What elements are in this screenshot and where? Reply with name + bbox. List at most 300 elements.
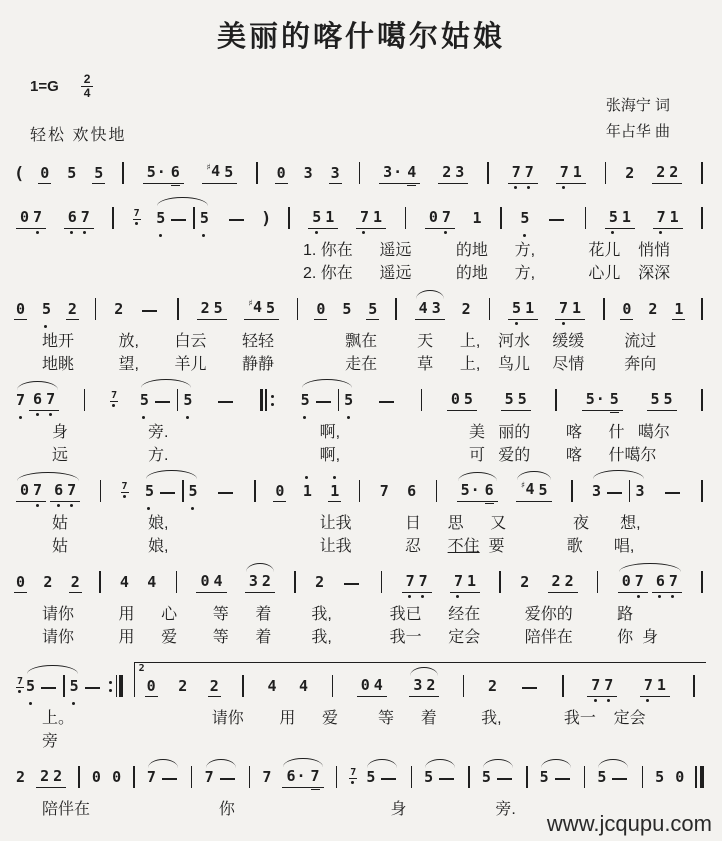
- slur: [243, 573, 277, 594]
- sheet-music-page: [0, 14, 722, 841]
- grace-note: 7: [133, 208, 141, 220]
- barline: [701, 389, 703, 411]
- octave-dot-below: [83, 231, 86, 234]
- lyric-text: 上。 请你 用 爱 等 着 我, 我一 定会: [42, 710, 646, 727]
- slur: [590, 480, 647, 502]
- lyrics-block: [42, 604, 714, 648]
- barline: [242, 675, 244, 697]
- note-group: [501, 391, 531, 412]
- duration-dash: [142, 310, 157, 312]
- final-barline: [695, 766, 704, 788]
- octave-dot-below: [44, 325, 47, 328]
- note-group: [415, 300, 445, 321]
- barline: [177, 298, 179, 320]
- note: 4: [267, 676, 277, 695]
- note-group: [197, 300, 227, 321]
- barline: [500, 207, 502, 229]
- barline: [395, 298, 397, 320]
- lyric-row: [42, 708, 714, 729]
- note: 2: [520, 572, 530, 591]
- lyric-text: 1. 你在 遥远 的地 方, 花儿 悄悄: [303, 242, 671, 259]
- repeat-thick-bar: [119, 675, 123, 697]
- note: 5: [650, 389, 660, 408]
- note-group: [379, 164, 420, 185]
- octave-dot-below: [19, 416, 22, 419]
- lyric-row: [52, 445, 714, 466]
- note: 6: [66, 209, 79, 227]
- note: 7: [602, 677, 615, 695]
- barline: [359, 162, 361, 184]
- note: 5: [154, 210, 167, 230]
- slur-arc: [206, 759, 236, 768]
- note: 3: [635, 481, 645, 500]
- lyric-text: 姑 娘, 让我 日 思 又 夜 想,: [52, 515, 641, 532]
- note: 1: [472, 208, 482, 227]
- duration-dash: [218, 492, 233, 494]
- note: 6: [31, 391, 44, 409]
- music-line: [8, 558, 714, 602]
- repeat-dot: [271, 395, 274, 398]
- note: 0: [450, 389, 460, 408]
- note: 5: [266, 298, 276, 317]
- slur-arc: [619, 563, 681, 572]
- note: 2: [43, 572, 53, 591]
- note: 3·: [383, 162, 403, 181]
- duration-dash: [439, 778, 454, 780]
- slur: [14, 482, 82, 503]
- repeat-dot: [271, 403, 274, 406]
- slur: [616, 573, 684, 594]
- duration-dash: [85, 687, 100, 689]
- slur-arc: [367, 759, 397, 768]
- octave-dot-below: [527, 186, 530, 189]
- note: 7: [31, 482, 44, 500]
- note: 5: [609, 389, 619, 408]
- barline: [249, 766, 251, 788]
- barline: [191, 766, 193, 788]
- key-signature: 1=G: [30, 77, 59, 95]
- lyric-text: 不住: [447, 538, 480, 555]
- note-group: [202, 163, 237, 184]
- repeat-thin-bar: [116, 675, 118, 697]
- note: 5: [143, 483, 156, 503]
- note: 4: [147, 572, 157, 591]
- octave-dot-below: [202, 234, 205, 237]
- barline: [701, 571, 703, 593]
- slur-arc: [302, 379, 353, 388]
- note: ♯4: [247, 298, 263, 317]
- repeat-dot: [109, 681, 112, 684]
- slur: [595, 769, 631, 789]
- note: 4: [373, 675, 383, 694]
- note: 2: [648, 299, 658, 318]
- octave-dot-below: [408, 595, 411, 598]
- barline: [597, 571, 599, 593]
- music-line: [8, 467, 714, 511]
- grace-note: 7: [16, 676, 24, 688]
- lyric-text: 地开 放, 白云 轻轻 飘在 天 上, 河水 缓缓 流过: [42, 333, 657, 350]
- barline: [176, 571, 178, 593]
- watermark: www.jcqupu.com: [546, 811, 712, 836]
- octave-dot-below: [611, 231, 614, 234]
- barline: [336, 766, 338, 788]
- lyric-row: [42, 354, 714, 375]
- octave-dot-below: [362, 231, 365, 234]
- lyric-row: [42, 627, 714, 648]
- note-group: [196, 573, 226, 594]
- octave-dot-above: [305, 476, 308, 479]
- sharp-icon: ♯: [205, 163, 212, 174]
- octave-dot-below: [36, 413, 39, 416]
- music-line: [8, 285, 714, 329]
- slur: [203, 769, 239, 789]
- note-group: [652, 164, 682, 185]
- slur-arc: [146, 470, 197, 479]
- note: 7: [589, 677, 602, 695]
- note: ♯4: [205, 162, 221, 181]
- note-group: [244, 299, 279, 320]
- slur: [407, 677, 441, 698]
- lyric-text: 陪伴在 你 身 旁.: [42, 801, 516, 818]
- lyric-text: 要 歌 唱,: [479, 538, 635, 555]
- note: 0: [91, 767, 101, 786]
- music-line: [8, 376, 714, 420]
- barline: [693, 675, 695, 697]
- slur-arc: [246, 563, 274, 572]
- note: 5: [424, 767, 434, 786]
- repeat-thick-bar: [260, 389, 264, 411]
- note: 3: [248, 571, 258, 590]
- note: 3: [329, 165, 342, 185]
- note-group: [447, 391, 477, 412]
- barline: [338, 389, 340, 411]
- note: 7: [523, 164, 536, 182]
- augmentation-dot: ·: [393, 162, 403, 181]
- grace-note: 7: [349, 767, 357, 779]
- barline: [526, 766, 528, 788]
- barline: [555, 389, 557, 411]
- slur: [154, 207, 211, 229]
- note: 2: [53, 766, 63, 785]
- note-group: [508, 300, 538, 321]
- slur-arc: [283, 758, 322, 767]
- note-group: [587, 677, 617, 698]
- lyric-row: [52, 513, 714, 534]
- note-group: [647, 391, 677, 412]
- note: 4: [119, 572, 129, 591]
- lyric-text: 姑 娘, 让我 忍: [52, 538, 448, 555]
- duration-dash: [612, 778, 627, 780]
- lyric-row: [42, 731, 714, 752]
- note: 7: [417, 573, 430, 591]
- octave-dot-below: [637, 595, 640, 598]
- barline: [254, 480, 256, 502]
- octave-dot-below: [515, 322, 518, 325]
- octave-dot-below: [29, 702, 32, 705]
- note: 5: [198, 210, 211, 230]
- barline: [701, 207, 703, 229]
- octave-dot-below: [594, 699, 597, 702]
- note: 4: [407, 162, 417, 181]
- lyric-row: [303, 240, 714, 261]
- octave-dot-below: [57, 504, 60, 507]
- note: 5: [213, 298, 223, 317]
- slur-arc: [410, 667, 438, 676]
- note-group: [64, 209, 94, 230]
- music-line: [8, 194, 714, 238]
- note: 5: [504, 389, 514, 408]
- note: 2: [625, 163, 635, 182]
- note: 5: [224, 162, 234, 181]
- barline: [411, 766, 413, 788]
- duration-dash: [344, 583, 359, 585]
- note: 2: [178, 676, 188, 695]
- slur: [480, 769, 516, 789]
- note: 1: [572, 298, 582, 317]
- note: 7: [31, 209, 44, 227]
- note: 7: [358, 209, 371, 227]
- duration-dash: [218, 401, 233, 403]
- note: 7: [642, 677, 655, 695]
- barline: [405, 207, 407, 229]
- note: 1: [672, 301, 685, 321]
- time-signature-top: 2: [81, 73, 94, 87]
- note: 0: [620, 301, 633, 321]
- note-group: [308, 209, 338, 230]
- duration-dash: [381, 778, 396, 780]
- note-group: [582, 391, 623, 412]
- repeat-dots: [109, 681, 112, 692]
- note: 0: [20, 207, 30, 226]
- note: 1: [621, 207, 631, 226]
- duration-dash: [160, 492, 175, 494]
- note: 7: [310, 766, 320, 785]
- slur: [280, 768, 325, 789]
- note: 1: [525, 298, 535, 317]
- octave-dot-below: [444, 231, 447, 234]
- repeat-end-sign: [107, 675, 123, 697]
- slur-arc: [458, 472, 497, 481]
- repeat-dots: [271, 395, 274, 406]
- barline: [99, 571, 101, 593]
- duration-dash: [379, 401, 394, 403]
- lyricist-credit: 张海宁 词: [605, 96, 670, 114]
- note: 5: [518, 210, 531, 230]
- note-group: [282, 768, 323, 789]
- lyric-text: 地眺 望, 羊儿 静静 走在 草 上, 鸟儿 尽情 奔向: [42, 356, 657, 373]
- lyric-text: 2. 你在 遥远 的地 方, 心儿 深深: [303, 265, 671, 282]
- barline: [642, 766, 644, 788]
- final-thin-bar: [695, 766, 697, 788]
- duration-dash: [41, 687, 56, 689]
- note: 1: [325, 207, 335, 226]
- note: 7: [557, 300, 570, 318]
- note: 2: [66, 301, 79, 321]
- note: 5: [310, 209, 323, 227]
- note: 5·: [146, 162, 166, 181]
- note: 7: [262, 767, 272, 786]
- note: 1: [572, 162, 582, 181]
- note: 5: [299, 392, 312, 412]
- slur-arc: [157, 197, 208, 206]
- octave-dot-below: [70, 231, 73, 234]
- barline: [381, 571, 383, 593]
- slur-arc: [483, 759, 513, 768]
- barline: [605, 162, 607, 184]
- lyric-row: [52, 422, 714, 443]
- note: 6: [170, 162, 180, 181]
- octave-dot-below: [147, 507, 150, 510]
- augmentation-dot: ·: [595, 389, 605, 408]
- note: 0: [360, 675, 370, 694]
- note: 7: [655, 209, 668, 227]
- slur: [364, 769, 400, 789]
- note-group: [653, 209, 683, 230]
- slur: [538, 769, 574, 789]
- octave-dot-below: [36, 504, 39, 507]
- note-group: [143, 164, 184, 185]
- octave-dot-below: [112, 404, 115, 407]
- barline: [584, 766, 586, 788]
- note-group: [450, 573, 480, 594]
- note-group: [402, 573, 432, 594]
- octave-dot-below: [671, 595, 674, 598]
- slur-arc: [593, 470, 644, 479]
- time-signature: [81, 73, 94, 99]
- barline: [701, 298, 703, 320]
- note: 5: [510, 300, 523, 318]
- slur-arc: [598, 759, 628, 768]
- lyric-text: 旁: [42, 733, 59, 750]
- repeat-thin-bar: [265, 389, 267, 411]
- note-group: [640, 677, 670, 698]
- lyrics-block: [52, 422, 714, 466]
- sharp-icon: ♯: [520, 481, 526, 492]
- barline: [487, 162, 489, 184]
- barline: [629, 480, 631, 502]
- note: 7: [633, 573, 646, 591]
- note: 0: [675, 767, 685, 786]
- slur: [24, 675, 81, 697]
- barline: [78, 766, 80, 788]
- note: 5: [181, 392, 194, 412]
- duration-dash: [522, 687, 537, 689]
- octave-dot-below: [646, 699, 649, 702]
- octave-dot-below: [123, 495, 126, 498]
- note: 7: [79, 209, 92, 227]
- slur-arc: [27, 665, 78, 674]
- slur-arc: [141, 379, 192, 388]
- barline: [701, 480, 703, 502]
- note: 6: [407, 481, 417, 500]
- lyric-row: [42, 331, 714, 352]
- note-group: [245, 573, 275, 594]
- duration-dash: [665, 492, 680, 494]
- note: 2: [69, 574, 82, 594]
- note: 5: [597, 767, 607, 786]
- note: 5: [463, 389, 473, 408]
- note: 7: [379, 481, 389, 500]
- note: 5: [366, 301, 379, 321]
- note: 4: [213, 571, 223, 590]
- composer-credit: 年占华 曲: [605, 122, 670, 140]
- note: 1: [669, 207, 679, 226]
- note: 0: [621, 571, 631, 590]
- note: 5: [342, 299, 352, 318]
- tempo-marking: 轻松 欢快地: [30, 127, 127, 144]
- octave-dot-below: [303, 416, 306, 419]
- note: 0: [428, 207, 438, 226]
- note: 7: [44, 391, 57, 409]
- octave-dot-below: [607, 699, 610, 702]
- note: 7: [65, 482, 78, 500]
- note-group: [438, 164, 468, 185]
- music-line: [8, 649, 714, 706]
- slur: [422, 769, 458, 789]
- note: 2: [208, 678, 221, 698]
- octave-dot-below: [18, 690, 21, 693]
- note-group: [618, 573, 648, 594]
- duration-dash: [155, 401, 170, 403]
- note: 2: [114, 299, 124, 318]
- note: 4: [418, 298, 428, 317]
- octave-dot-below: [658, 595, 661, 598]
- lyric-row: [303, 263, 714, 284]
- octave-dot-below: [142, 416, 145, 419]
- note-group: [508, 164, 538, 185]
- note-group: [36, 768, 66, 789]
- note: 0: [14, 301, 27, 321]
- slur: [455, 482, 500, 503]
- note: 0: [314, 301, 327, 321]
- volta-bracket: [134, 662, 706, 697]
- duration-dash: [555, 778, 570, 780]
- note: 0: [273, 483, 286, 503]
- note: 2: [261, 571, 271, 590]
- octave-dot-below: [562, 322, 565, 325]
- slur: [138, 389, 195, 411]
- note: 5: [517, 389, 527, 408]
- note: 6: [484, 480, 494, 499]
- lyrics-block: [52, 513, 714, 557]
- duration-dash: [549, 219, 564, 221]
- note: 0: [112, 767, 122, 786]
- barline: [288, 207, 290, 229]
- lyrics-block: [42, 331, 714, 375]
- octave-dot-below: [159, 234, 162, 237]
- note: 0: [14, 574, 27, 594]
- barline: [436, 480, 438, 502]
- lyric-text: 身 旁. 啊, 美 丽的 喀 什 噶尔: [52, 424, 670, 441]
- note: 0: [200, 571, 210, 590]
- octave-dot-below: [186, 416, 189, 419]
- lyrics-block: [303, 240, 714, 284]
- note: 1: [467, 571, 477, 590]
- note: 7: [146, 767, 156, 786]
- note: 0: [275, 165, 288, 185]
- note: 7: [440, 209, 453, 227]
- slur-arc: [17, 381, 58, 390]
- note-group: [516, 481, 551, 502]
- augmentation-dot: ·: [296, 766, 306, 785]
- song-title: 美丽的喀什噶尔姑娘: [216, 21, 505, 53]
- barline: [701, 162, 703, 184]
- octave-dot-below: [421, 595, 424, 598]
- octave-dot-below: [315, 231, 318, 234]
- note: 7: [510, 164, 523, 182]
- note: 5: [538, 480, 548, 499]
- barline: [468, 766, 470, 788]
